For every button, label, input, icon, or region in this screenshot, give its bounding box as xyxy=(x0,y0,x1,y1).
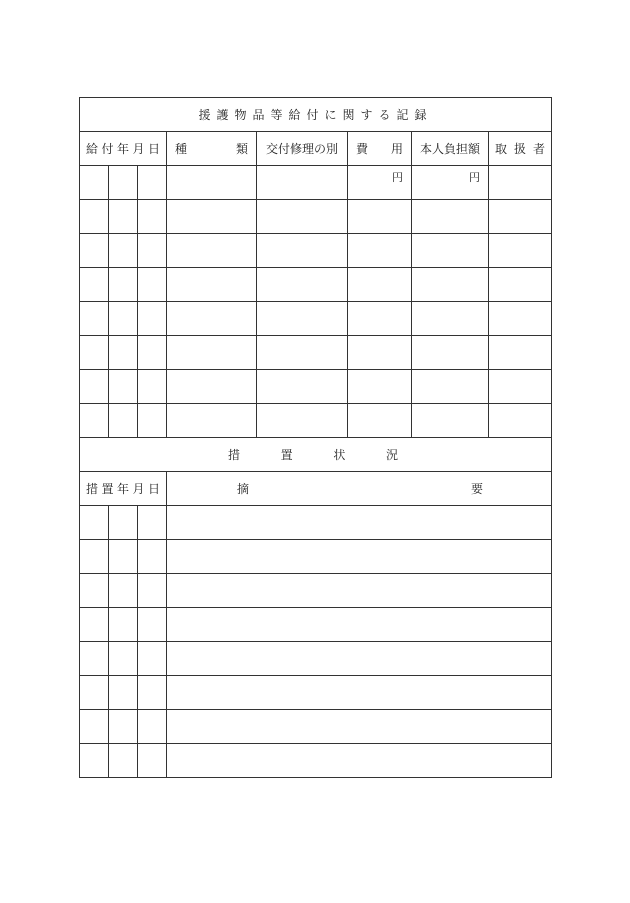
cell-day[interactable] xyxy=(138,608,167,642)
cell-type[interactable] xyxy=(167,370,257,404)
cell-type[interactable] xyxy=(167,404,257,438)
cell-summary[interactable] xyxy=(167,744,552,778)
cell-summary[interactable] xyxy=(167,676,552,710)
cell-month[interactable] xyxy=(109,744,138,778)
cell-handler[interactable] xyxy=(489,370,552,404)
cell-year[interactable] xyxy=(80,574,109,608)
header-cost xyxy=(348,132,412,166)
cell-year[interactable] xyxy=(80,540,109,574)
cell-delivery[interactable] xyxy=(257,268,348,302)
cell-day[interactable] xyxy=(138,336,167,370)
table-row xyxy=(80,574,552,608)
cell-type[interactable] xyxy=(167,336,257,370)
header-delivery-repair: 交付修理の別 xyxy=(257,132,348,166)
cell-delivery[interactable] xyxy=(257,302,348,336)
cell-month[interactable] xyxy=(109,370,138,404)
cell-day[interactable] xyxy=(138,370,167,404)
cell-type[interactable] xyxy=(167,200,257,234)
header-benefit-date-text: 給 付 年 月 日 xyxy=(86,142,160,156)
cell-year[interactable] xyxy=(80,676,109,710)
cell-year[interactable] xyxy=(80,336,109,370)
cell-summary[interactable] xyxy=(167,540,552,574)
cell-month[interactable] xyxy=(109,200,138,234)
section2-title xyxy=(80,438,552,472)
cell-day[interactable] xyxy=(138,676,167,710)
cell-month[interactable] xyxy=(109,404,138,438)
cell-year[interactable] xyxy=(80,404,109,438)
header-measure-date-text: 措 置 年 月 日 xyxy=(86,482,160,496)
cell-year[interactable] xyxy=(80,506,109,540)
cell-delivery[interactable] xyxy=(257,166,348,200)
header-summary-text: 摘 要 xyxy=(237,482,484,496)
cell-type[interactable] xyxy=(167,302,257,336)
table-row xyxy=(80,710,552,744)
cell-summary[interactable] xyxy=(167,608,552,642)
cell-day[interactable] xyxy=(138,200,167,234)
cell-day[interactable] xyxy=(138,234,167,268)
record-form xyxy=(79,97,551,778)
cell-day[interactable] xyxy=(138,268,167,302)
cell-cost[interactable] xyxy=(348,268,412,302)
cell-cost[interactable] xyxy=(348,166,412,200)
table-row xyxy=(80,336,552,370)
cell-month[interactable] xyxy=(109,608,138,642)
cell-year[interactable] xyxy=(80,608,109,642)
cell-year[interactable] xyxy=(80,744,109,778)
section2-header-row xyxy=(80,472,552,506)
cell-month[interactable] xyxy=(109,302,138,336)
cell-month[interactable] xyxy=(109,710,138,744)
table-row xyxy=(80,676,552,710)
section1-title: 援護物品等給付に関する記録 xyxy=(80,98,552,132)
header-measure-date xyxy=(80,472,167,506)
cell-year[interactable] xyxy=(80,710,109,744)
cell-year[interactable] xyxy=(80,302,109,336)
cell-year[interactable] xyxy=(80,268,109,302)
cell-summary[interactable] xyxy=(167,710,552,744)
cell-self-pay[interactable] xyxy=(412,200,489,234)
cell-year[interactable] xyxy=(80,370,109,404)
cell-delivery[interactable] xyxy=(257,234,348,268)
cell-month[interactable] xyxy=(109,336,138,370)
cell-type[interactable] xyxy=(167,268,257,302)
cell-month[interactable] xyxy=(109,642,138,676)
cell-year[interactable] xyxy=(80,642,109,676)
cell-handler[interactable] xyxy=(489,166,552,200)
cell-cost[interactable] xyxy=(348,200,412,234)
cell-day[interactable] xyxy=(138,506,167,540)
cell-day[interactable] xyxy=(138,574,167,608)
cell-year[interactable] xyxy=(80,200,109,234)
cell-summary[interactable] xyxy=(167,506,552,540)
cell-month[interactable] xyxy=(109,234,138,268)
cell-day[interactable] xyxy=(138,404,167,438)
table-row xyxy=(80,268,552,302)
table-row xyxy=(80,642,552,676)
header-self-pay: 本人負担額 xyxy=(412,132,489,166)
cell-year[interactable] xyxy=(80,234,109,268)
cell-day[interactable] xyxy=(138,166,167,200)
table-row xyxy=(80,370,552,404)
cell-self-pay[interactable] xyxy=(412,370,489,404)
table-row xyxy=(80,506,552,540)
cell-self-pay[interactable] xyxy=(412,302,489,336)
cell-cost[interactable] xyxy=(348,404,412,438)
table-row xyxy=(80,608,552,642)
cell-type[interactable] xyxy=(167,234,257,268)
header-cost-text: 費 用 xyxy=(356,142,403,156)
cell-month[interactable] xyxy=(109,676,138,710)
cell-cost[interactable] xyxy=(348,302,412,336)
table-row xyxy=(80,302,552,336)
cell-day[interactable] xyxy=(138,642,167,676)
section2-title-row xyxy=(80,438,552,472)
cell-summary[interactable] xyxy=(167,574,552,608)
cell-handler[interactable] xyxy=(489,336,552,370)
header-summary xyxy=(167,472,552,506)
cell-self-pay[interactable] xyxy=(412,336,489,370)
cell-day[interactable] xyxy=(138,540,167,574)
cell-delivery[interactable] xyxy=(257,370,348,404)
cell-month[interactable] xyxy=(109,166,138,200)
cell-self-pay[interactable] xyxy=(412,166,489,200)
cell-month[interactable] xyxy=(109,506,138,540)
cell-delivery[interactable] xyxy=(257,404,348,438)
cell-handler[interactable] xyxy=(489,200,552,234)
cell-delivery[interactable] xyxy=(257,200,348,234)
cell-handler[interactable] xyxy=(489,234,552,268)
table-row xyxy=(80,234,552,268)
cell-self-pay[interactable] xyxy=(412,268,489,302)
section1-header-row xyxy=(80,132,552,166)
section2-title-text: 措 置 状 況 xyxy=(228,448,404,462)
yen-unit: 円 xyxy=(392,171,403,184)
table-row xyxy=(80,744,552,778)
cell-cost[interactable] xyxy=(348,336,412,370)
header-benefit-date xyxy=(80,132,167,166)
cell-month[interactable] xyxy=(109,540,138,574)
table-row xyxy=(80,540,552,574)
cell-type[interactable] xyxy=(167,166,257,200)
table-row xyxy=(80,166,552,200)
table-row xyxy=(80,200,552,234)
cell-handler[interactable] xyxy=(489,404,552,438)
cell-year[interactable] xyxy=(80,166,109,200)
cell-handler[interactable] xyxy=(489,268,552,302)
cell-day[interactable] xyxy=(138,302,167,336)
cell-cost[interactable] xyxy=(348,234,412,268)
cell-day[interactable] xyxy=(138,744,167,778)
cell-day[interactable] xyxy=(138,710,167,744)
cell-self-pay[interactable] xyxy=(412,234,489,268)
cell-delivery[interactable] xyxy=(257,336,348,370)
cell-month[interactable] xyxy=(109,574,138,608)
cell-handler[interactable] xyxy=(489,302,552,336)
benefit-record-table xyxy=(79,97,552,778)
cell-month[interactable] xyxy=(109,268,138,302)
header-type-text: 種 類 xyxy=(175,142,248,156)
header-type xyxy=(167,132,257,166)
yen-unit: 円 xyxy=(469,171,480,184)
header-handler-text: 取 扱 者 xyxy=(495,142,546,156)
table-row xyxy=(80,404,552,438)
cell-cost[interactable] xyxy=(348,370,412,404)
section1-title-row xyxy=(80,98,552,132)
header-handler xyxy=(489,132,552,166)
cell-summary[interactable] xyxy=(167,642,552,676)
cell-self-pay[interactable] xyxy=(412,404,489,438)
